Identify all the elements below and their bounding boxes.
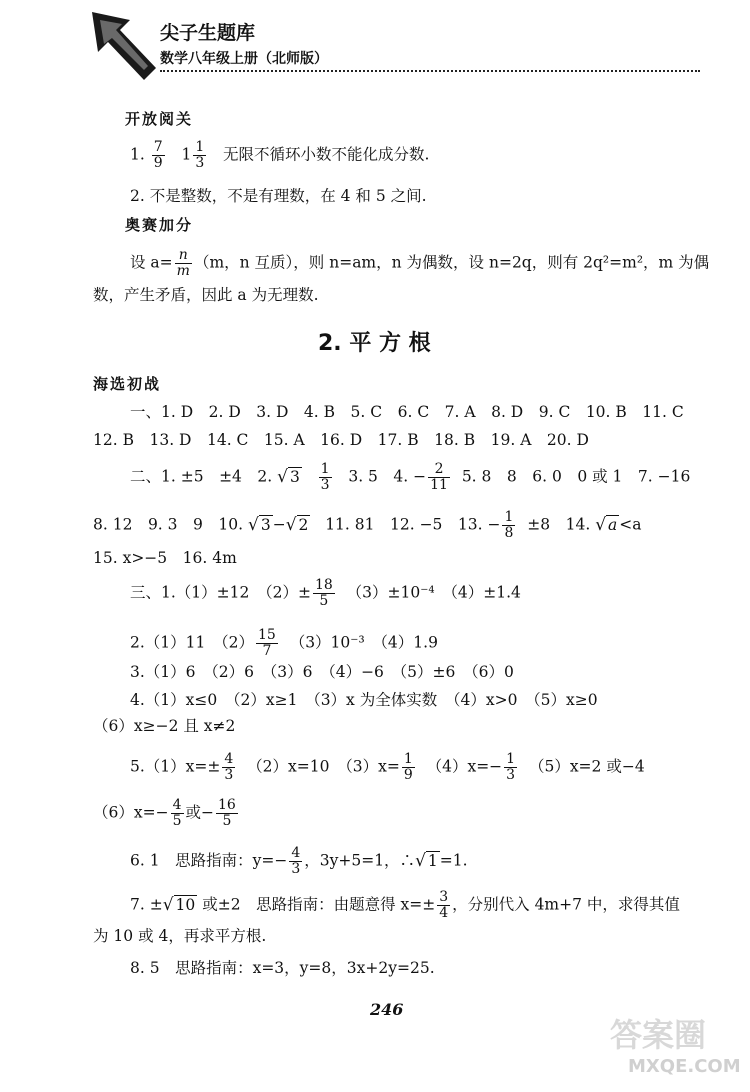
fraction: $\frac{1}{3}$ — [195, 139, 205, 171]
text: − — [272, 515, 286, 534]
answer-text: 无限不循环小数不能化成分数. — [223, 145, 430, 164]
answer-line: 12. B 13. D 14. C 15. A 16. D 17. B 18. B 19. A 20. D — [93, 431, 589, 449]
text: 11. 81 12. −5 13. − — [325, 515, 501, 534]
section-heading-open: 开放阅关 — [125, 110, 194, 128]
text: 8. 12 9. 3 9 10. — [93, 515, 244, 534]
fraction: $\frac{7}{9}$ — [153, 139, 163, 171]
watermark — [610, 1010, 740, 1085]
text: 或− — [185, 803, 214, 822]
text: <a — [619, 515, 642, 534]
answer-line — [93, 510, 642, 541]
mixed-whole: 1 — [181, 145, 192, 164]
text: 或±2 思路指南：由题意得 x=± — [202, 895, 436, 914]
watermark-cn: 答案圈 — [610, 1016, 707, 1054]
answer-line: 数，产生矛盾，因此 a 为无理数. — [93, 286, 319, 304]
answer-line — [130, 752, 645, 783]
text: 二、1. ±5 ±4 2. — [130, 467, 273, 486]
fraction: $\frac{18}{5}$ — [314, 577, 333, 609]
text: 3. 5 4. − — [348, 467, 427, 486]
sqrt: √ a — [595, 514, 618, 535]
answer-line — [130, 628, 438, 659]
header-divider — [160, 70, 700, 72]
header-subtitle: 数学八年级上册（北师版） — [160, 51, 328, 67]
text: 7. ± — [130, 895, 163, 914]
text: 6. 1 思路指南：y=− — [130, 851, 288, 870]
sqrt: √ 2 — [285, 514, 309, 535]
text: ，分别代入 4m+7 中，求得其值 — [452, 895, 680, 914]
answer-line — [130, 140, 429, 171]
fraction: $\frac{1}{8}$ — [504, 509, 514, 541]
fraction: $\frac{1}{9}$ — [403, 751, 413, 783]
watermark-en: MXQE.COM — [628, 1056, 741, 1077]
text: 设 a= — [130, 253, 173, 272]
answer-line — [130, 846, 468, 877]
q-number: 1. — [130, 145, 145, 164]
section-heading-compete: 奥赛加分 — [125, 216, 194, 234]
fraction: $\frac{2}{11}$ — [430, 461, 448, 493]
chapter-title: 2. 平 方 根 — [318, 331, 431, 356]
text: （3）10⁻³ （4）1.9 — [289, 633, 438, 652]
sqrt: √ 3 — [277, 466, 300, 487]
answer-line: 4.（1）x≤0 （2）x≥1 （3）x 为全体实数 （4）x>0 （5）x≥0 — [130, 691, 598, 709]
sqrt: √ 10 — [162, 894, 196, 915]
header-title: 尖子生题库 — [160, 22, 256, 44]
fraction: $\frac{3}{4}$ — [439, 889, 449, 921]
text: =1. — [439, 851, 468, 870]
sqrt: √ 3 — [247, 514, 271, 535]
text: （2）x=10 （3）x= — [247, 757, 400, 776]
answer-line: 一、1. D 2. D 3. D 4. B 5. C 6. C 7. A 8. D 9. C 10. B 11. C — [130, 403, 684, 421]
answer-line — [130, 578, 521, 609]
answer-line — [130, 462, 690, 493]
text: （6）x=− — [93, 803, 169, 822]
arrow-logo-icon — [90, 10, 160, 82]
fraction: $\frac{4}{5}$ — [172, 797, 182, 829]
answer-line: 为 10 或 4，再求平方根. — [93, 927, 267, 945]
answer-line: 8. 5 思路指南：x=3，y=8，3x+2y=25. — [130, 959, 435, 977]
text: （4）x=− — [426, 757, 503, 776]
sqrt: √ 1 — [415, 850, 438, 871]
answer-line — [93, 798, 240, 829]
page-number: 246 — [370, 1000, 404, 1019]
text: 三、1.（1）±12 （2）± — [130, 583, 311, 602]
text: （m，n 互质），则 n=am，n 为偶数，设 n=2q，则有 2q²=m²，m 为偶 — [193, 253, 710, 272]
fraction: $\frac{1}{3}$ — [506, 751, 516, 783]
text: 5. 8 8 6. 0 0 或 1 7. −16 — [461, 467, 691, 486]
fraction: $\frac{15}{7}$ — [258, 627, 276, 659]
fraction: $\frac{1}{3}$ — [320, 461, 330, 493]
text: ，3y+5=1，∴ — [304, 851, 416, 870]
text: 5.（1）x=± — [130, 757, 221, 776]
section-heading-basic: 海选初战 — [93, 375, 162, 393]
text: （3）±10⁻⁴ （4）±1.4 — [346, 583, 521, 602]
text: （5）x=2 或−4 — [528, 757, 645, 776]
text: ±8 14. — [527, 515, 591, 534]
header — [90, 10, 710, 85]
answer-line — [130, 248, 709, 279]
fraction: $\frac{4}{3}$ — [291, 845, 301, 877]
answer-line: 3.（1）6 （2）6 （3）6 （4）−6 （5）±6 （6）0 — [130, 663, 514, 681]
answer-line: 15. x>−5 16. 4m — [93, 549, 237, 567]
answer-line — [130, 890, 680, 921]
fraction: $\frac{16}{5}$ — [218, 797, 236, 829]
answer-line: 2. 不是整数，不是有理数，在 4 和 5 之间. — [130, 187, 427, 205]
answer-line: （6）x≥−2 且 x≠2 — [93, 717, 236, 735]
fraction: $\frac{n}{m}$ — [176, 247, 190, 279]
fraction: $\frac{4}{3}$ — [224, 751, 234, 783]
text: 2.（1）11 （2） — [130, 633, 254, 652]
